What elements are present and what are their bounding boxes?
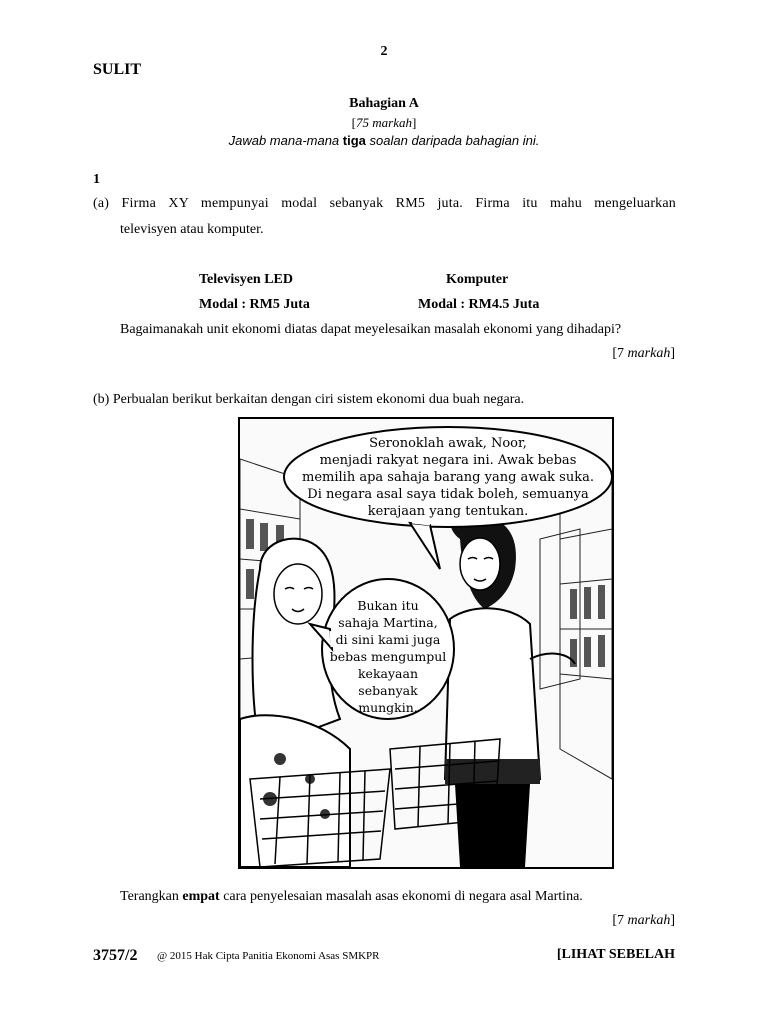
bubble-noor-line: bebas mengumpul — [329, 649, 447, 664]
part-b-marks — [612, 913, 675, 929]
option-tv-label: Televisyen LED — [199, 272, 293, 287]
bubble-noor-line: sahaja Martina, — [338, 615, 438, 630]
section-marks-open: [ — [351, 115, 357, 130]
part-b-marks-close: ] — [670, 913, 675, 928]
comic-illustration — [238, 417, 614, 869]
bubble-martina-line: kerajaan yang tentukan. — [367, 504, 529, 519]
part-a-question: Bagaimanakah unit ekonomi diatas dapat meyelesaikan masalah ekonomi yang dihadapi? — [120, 322, 622, 337]
part-b-question — [120, 889, 583, 905]
explain-post: cara penyelesaian masalah asas ekonomi di negara asal Martina. — [219, 889, 583, 904]
part-a-marks — [612, 346, 675, 362]
question-number: 1 — [93, 172, 100, 187]
bubble-noor-line: sebanyak — [358, 683, 418, 698]
part-b-intro: (b) Perbualan berikut berkaitan dengan ciri sistem ekonomi dua buah negara. — [93, 392, 525, 407]
bubble-martina-line: Di negara asal saya tidak boleh, semuanya — [307, 487, 589, 502]
instruction-bold: tiga — [342, 133, 366, 148]
bubble-martina-line: menjadi rakyat negara ini. Awak bebas — [319, 453, 577, 468]
bubble-martina-line: Seronoklah awak, Noor, — [369, 436, 527, 451]
copyright-notice: @ 2015 Hak Cipta Panitia Ekonomi Asas SMKPR — [157, 950, 380, 962]
part-a-marks-word: markah — [627, 346, 671, 361]
explain-bold: empat — [182, 889, 220, 904]
part-b-marks-open: [7 — [612, 913, 628, 928]
option-tv-modal: Modal : RM5 Juta — [199, 297, 310, 312]
bubble-noor-line: kekayaan — [357, 666, 419, 681]
section-marks-text: 75 markah — [356, 115, 412, 130]
section-marks-close: ] — [411, 115, 417, 130]
part-a-line-1: (a) Firma XY mempunyai modal sebanyak RM5 juta. Firma itu mahu mengeluarkan — [93, 196, 676, 211]
section-instruction — [0, 133, 768, 148]
see-next-page: [LIHAT SEBELAH — [556, 947, 675, 962]
explain-pre: Terangkan — [120, 889, 183, 904]
section-marks — [0, 115, 768, 131]
instruction-post: soalan daripada bahagian ini. — [365, 133, 540, 148]
speech-bubble-noor — [328, 597, 448, 716]
instruction-pre: Jawab mana-mana — [228, 133, 343, 148]
bubble-noor-line: mungkin. — [358, 700, 418, 715]
bubble-noor-line: di sini kami juga — [335, 632, 441, 647]
option-computer-modal: Modal : RM4.5 Juta — [418, 297, 540, 312]
bubble-noor-line: Bukan itu — [357, 598, 419, 613]
part-b-marks-word: markah — [627, 913, 671, 928]
classification-label: SULIT — [93, 61, 142, 78]
paper-code: 3757/2 — [93, 947, 138, 964]
part-a-marks-close: ] — [670, 346, 675, 361]
section-title: Bahagian A — [349, 96, 419, 111]
page-number: 2 — [380, 44, 388, 59]
part-a-marks-open: [7 — [612, 346, 628, 361]
option-computer-label: Komputer — [446, 272, 509, 287]
bubble-martina-line: memilih apa sahaja barang yang awak suka. — [302, 470, 594, 485]
part-a-line-2: televisyen atau komputer. — [120, 222, 264, 237]
speech-bubble-martina — [298, 435, 598, 520]
